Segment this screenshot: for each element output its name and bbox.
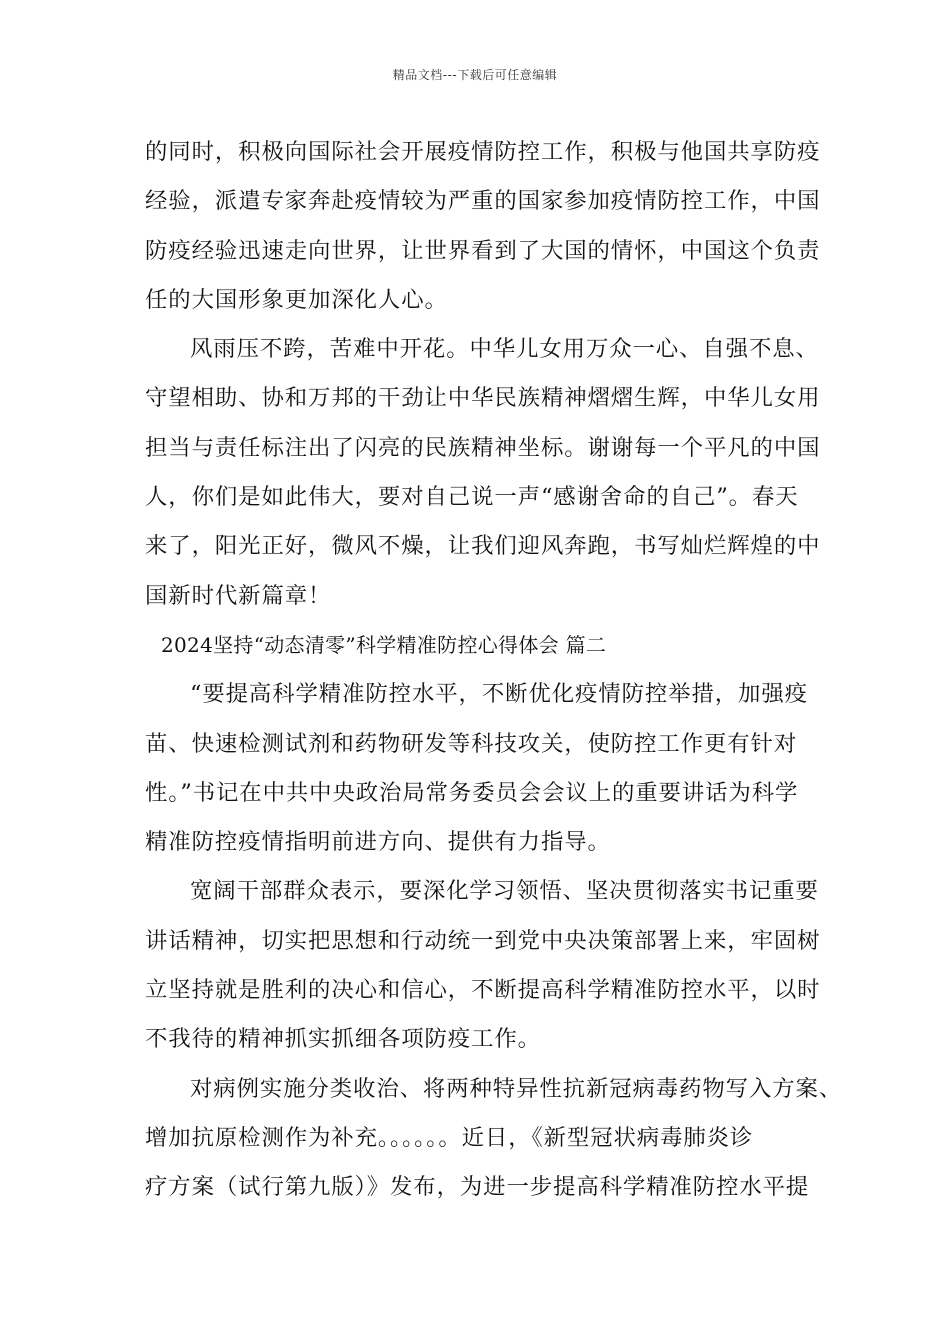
text-line: 担当与责任标注出了闪亮的民族精神坐标。谢谢每一个平凡的中国 [145,434,821,461]
text-line: 防疫经验迅速走向世界，让世界看到了大国的情怀，中国这个负责 [145,237,821,264]
paragraph [145,325,821,621]
text-line: 增加抗原检测作为补充。。。。。。近日，《新型冠状病毒肺炎诊 [145,1124,754,1151]
paragraph [145,1065,843,1213]
text-line: 国新时代新篇章！ [145,582,332,609]
paragraph [145,867,821,1064]
text-line: 立坚持就是胜利的决心和信心，不断提高科学精准防控水平，以时 [145,977,821,1004]
document-body [145,128,843,1213]
text-line: 人，你们是如此伟大，要对自己说一声“感谢舍命的自己”。春天 [145,484,799,511]
text-line: 精准防控疫情指明前进方向、提供有力指导。 [145,829,611,856]
text-line: 宽阔干部群众表示，要深化学习领悟、坚决贯彻落实书记重要 [190,878,819,905]
text-line: 疗方案（试行第九版）》发布，为进一步提高科学精准防控水平提 [145,1174,810,1201]
text-line: 性。”书记在中共中央政治局常务委员会会议上的重要讲话为科学 [145,779,799,806]
paragraph [145,128,821,325]
text-line: 经验，派遣专家奔赴疫情较为严重的国家参加疫情防控工作，中国 [145,188,821,215]
section-heading-text: 2024坚持“动态清零”科学精准防控心得体会 篇二 [161,632,607,657]
text-line: 苗、快速检测试剂和药物研发等科技攻关，使防控工作更有针对 [145,730,798,757]
text-line: 的同时，积极向国际社会开展疫情防控工作，积极与他国共享防疫 [145,139,821,165]
paragraph [145,670,809,867]
text-line: “要提高科学精准防控水平，不断优化疫情防控举措，加强疫 [190,681,808,708]
section-heading [145,621,809,670]
text-line: 讲话精神，切实把思想和行动统一到党中央决策部署上来，牢固树 [145,927,821,954]
page-header: 精品文档---下载后可任意编辑 [392,68,558,82]
text-line: 任的大国形象更加深化人心。 [145,286,448,313]
text-line: 守望相助、协和万邦的干劲让中华民族精神熠熠生辉，中华儿女用 [145,385,821,412]
text-line: 对病例实施分类收治、将两种特异性抗新冠病毒药物写入方案、 [190,1075,843,1102]
text-line: 风雨压不跨，苦难中开花。中华儿女用万众一心、自强不息、 [190,336,819,363]
text-line: 不我待的精神抓实抓细各项防疫工作。 [145,1026,541,1053]
text-line: 来了，阳光正好，微风不燥，让我们迎风奔跑，书写灿烂辉煌的中 [145,533,821,560]
